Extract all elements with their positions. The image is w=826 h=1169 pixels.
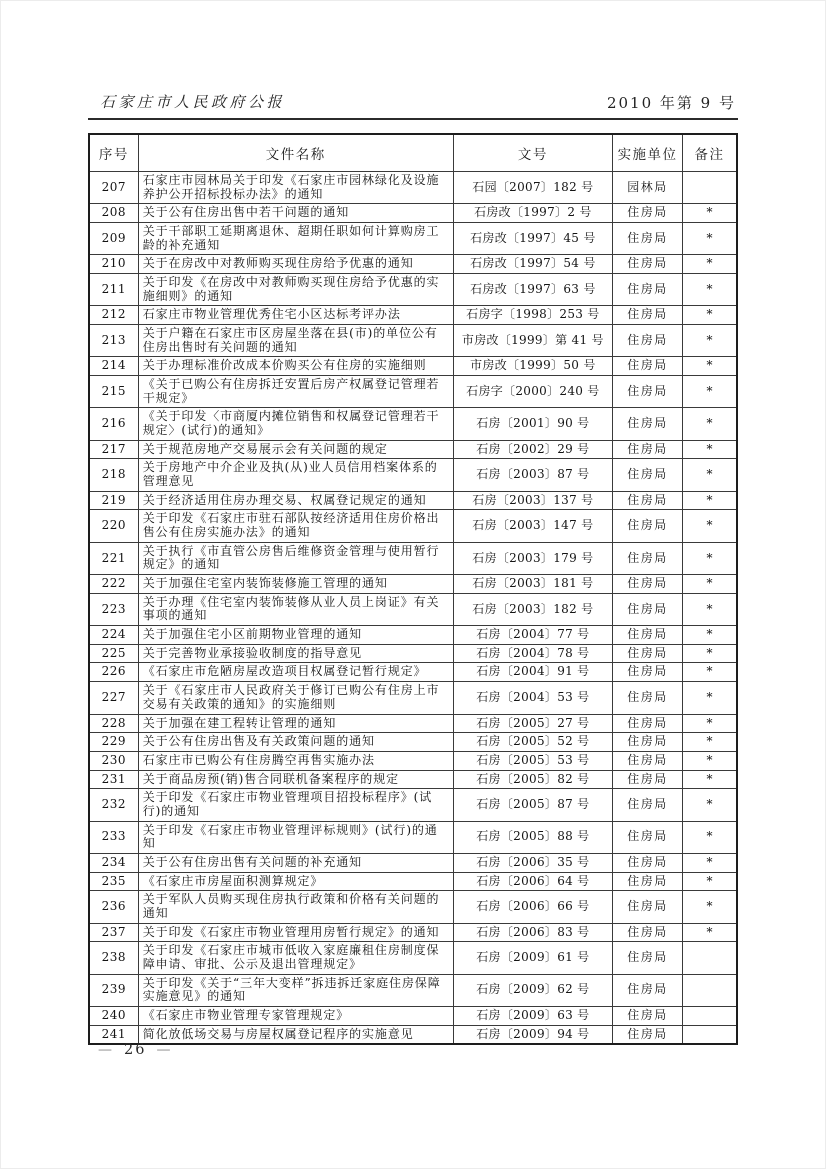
document-title-cell: 《关于印发〈市商厦内摊位销售和权属登记管理若干规定〉(试行)的通知》 (138, 408, 453, 440)
remark-cell: * (683, 440, 737, 459)
remark-cell: * (683, 459, 737, 491)
row-number-cell: 211 (89, 274, 138, 306)
table-row (89, 440, 737, 459)
document-number-cell: 石房〔2003〕179 号 (453, 542, 612, 574)
footer-dash-right: — (156, 1042, 173, 1058)
table-row (89, 459, 737, 491)
document-number-cell: 石房〔2009〕63 号 (453, 1006, 612, 1025)
table-row (89, 325, 737, 357)
document-number-cell: 石房〔2004〕78 号 (453, 644, 612, 663)
remark-cell: * (683, 714, 737, 733)
document-number-cell: 石房〔2006〕66 号 (453, 891, 612, 923)
implementing-unit-cell: 住房局 (613, 770, 683, 789)
table-row (89, 575, 737, 594)
page-number: 26 (124, 1042, 147, 1058)
document-title-cell: 关于户籍在石家庄市区房屋坐落在县(市)的单位公有住房出售时有关问题的通知 (138, 325, 453, 357)
row-number-cell: 215 (89, 376, 138, 408)
document-number-cell: 石房〔2005〕53 号 (453, 751, 612, 770)
implementing-unit-cell: 住房局 (613, 408, 683, 440)
document-title-cell: 关于印发《石家庄市城市低收入家庭廉租住房制度保障申请、审批、公示及退出管理规定》 (138, 942, 453, 974)
document-title-cell: 《石家庄市房屋面积测算规定》 (138, 872, 453, 891)
implementing-unit-cell: 住房局 (613, 974, 683, 1006)
document-title-cell: 《石家庄市物业管理专家管理规定》 (138, 1006, 453, 1025)
table-row (89, 357, 737, 376)
implementing-unit-cell: 住房局 (613, 306, 683, 325)
table-row (89, 974, 737, 1006)
document-title-cell: 关于干部职工延期离退休、超期任职如何计算购房工龄的补充通知 (138, 223, 453, 255)
table-row (89, 682, 737, 714)
document-number-cell: 市房改〔1999〕第 41 号 (453, 325, 612, 357)
table-row (89, 255, 737, 274)
implementing-unit-cell: 住房局 (613, 626, 683, 645)
remark-cell: * (683, 593, 737, 625)
document-title-cell: 关于在房改中对教师购买现住房给予优惠的通知 (138, 255, 453, 274)
column-header-unit: 实施单位 (613, 134, 683, 172)
documents-table-container (88, 133, 738, 1045)
remark-cell (683, 1006, 737, 1025)
page-footer (98, 1042, 172, 1058)
document-title-cell: 关于加强在建工程转让管理的通知 (138, 714, 453, 733)
document-number-cell: 石房〔2006〕64 号 (453, 872, 612, 891)
table-row (89, 714, 737, 733)
header-rule (88, 118, 738, 120)
table-row (89, 751, 737, 770)
remark-cell: * (683, 575, 737, 594)
remark-cell: * (683, 204, 737, 223)
implementing-unit-cell: 园林局 (613, 172, 683, 204)
column-header-title: 文件名称 (138, 134, 453, 172)
row-number-cell: 228 (89, 714, 138, 733)
table-row (89, 376, 737, 408)
row-number-cell: 240 (89, 1006, 138, 1025)
document-number-cell: 石房〔2006〕35 号 (453, 853, 612, 872)
row-number-cell: 221 (89, 542, 138, 574)
document-number-cell: 石房〔2005〕27 号 (453, 714, 612, 733)
row-number-cell: 223 (89, 593, 138, 625)
remark-cell: * (683, 682, 737, 714)
documents-table (88, 133, 738, 1045)
document-number-cell: 石房〔2009〕62 号 (453, 974, 612, 1006)
remark-cell: * (683, 733, 737, 752)
document-title-cell: 关于经济适用住房办理交易、权属登记规定的通知 (138, 491, 453, 510)
remark-cell: * (683, 872, 737, 891)
column-header-remark: 备注 (683, 134, 737, 172)
remark-cell: * (683, 408, 737, 440)
document-number-cell: 石房〔2005〕88 号 (453, 821, 612, 853)
table-row (89, 626, 737, 645)
table-row (89, 491, 737, 510)
remark-cell: * (683, 789, 737, 821)
row-number-cell: 237 (89, 923, 138, 942)
table-row (89, 1025, 737, 1044)
document-title-cell: 《石家庄市危陋房屋改造项目权属登记暂行规定》 (138, 663, 453, 682)
remark-cell (683, 942, 737, 974)
remark-cell: * (683, 751, 737, 770)
documents-table-body (89, 172, 737, 1045)
row-number-cell: 233 (89, 821, 138, 853)
document-title-cell: 关于印发《石家庄市物业管理评标规则》(试行)的通知 (138, 821, 453, 853)
implementing-unit-cell: 住房局 (613, 853, 683, 872)
implementing-unit-cell: 住房局 (613, 204, 683, 223)
implementing-unit-cell: 住房局 (613, 1025, 683, 1044)
table-row (89, 733, 737, 752)
column-header-docno: 文号 (453, 134, 612, 172)
document-title-cell: 关于加强住宅小区前期物业管理的通知 (138, 626, 453, 645)
table-row (89, 172, 737, 204)
remark-cell: * (683, 891, 737, 923)
document-number-cell: 市房改〔1999〕50 号 (453, 357, 612, 376)
table-row (89, 644, 737, 663)
row-number-cell: 226 (89, 663, 138, 682)
document-title-cell: 关于公有住房出售有关问题的补充通知 (138, 853, 453, 872)
document-title-cell: 关于规范房地产交易展示会有关问题的规定 (138, 440, 453, 459)
document-title-cell: 《关于已购公有住房拆迁安置后房产权属登记管理若干规定》 (138, 376, 453, 408)
document-number-cell: 石房〔2005〕87 号 (453, 789, 612, 821)
column-header-number: 序号 (89, 134, 138, 172)
implementing-unit-cell: 住房局 (613, 663, 683, 682)
document-number-cell: 石房〔2003〕182 号 (453, 593, 612, 625)
table-header-row (89, 134, 737, 172)
document-number-cell: 石房〔2005〕52 号 (453, 733, 612, 752)
document-title-cell: 简化放低场交易与房屋权属登记程序的实施意见 (138, 1025, 453, 1044)
remark-cell: * (683, 510, 737, 542)
remark-cell: * (683, 853, 737, 872)
implementing-unit-cell: 住房局 (613, 325, 683, 357)
table-row (89, 408, 737, 440)
implementing-unit-cell: 住房局 (613, 942, 683, 974)
document-title-cell: 关于印发《石家庄市驻石部队按经济适用住房价格出售公有住房实施办法》的通知 (138, 510, 453, 542)
remark-cell: * (683, 770, 737, 789)
document-title-cell: 关于商品房预(销)售合同联机备案程序的规定 (138, 770, 453, 789)
table-row (89, 306, 737, 325)
gazette-title: 石家庄市人民政府公报 (100, 93, 286, 111)
document-number-cell: 石房〔2003〕147 号 (453, 510, 612, 542)
document-title-cell: 关于房地产中介企业及执(从)业人员信用档案体系的管理意见 (138, 459, 453, 491)
implementing-unit-cell: 住房局 (613, 510, 683, 542)
document-number-cell: 石房〔2002〕29 号 (453, 440, 612, 459)
implementing-unit-cell: 住房局 (613, 575, 683, 594)
table-row (89, 274, 737, 306)
row-number-cell: 238 (89, 942, 138, 974)
implementing-unit-cell: 住房局 (613, 923, 683, 942)
row-number-cell: 241 (89, 1025, 138, 1044)
document-title-cell: 关于军队人员购买现住房执行政策和价格有关问题的通知 (138, 891, 453, 923)
table-row (89, 663, 737, 682)
remark-cell: * (683, 223, 737, 255)
issue-number: 2010 年第 9 号 (606, 94, 736, 112)
table-row (89, 891, 737, 923)
document-title-cell: 关于公有住房出售及有关政策问题的通知 (138, 733, 453, 752)
table-row (89, 853, 737, 872)
implementing-unit-cell: 住房局 (613, 459, 683, 491)
document-number-cell: 石房〔2006〕83 号 (453, 923, 612, 942)
implementing-unit-cell: 住房局 (613, 440, 683, 459)
document-number-cell: 石房〔2009〕61 号 (453, 942, 612, 974)
remark-cell: * (683, 644, 737, 663)
implementing-unit-cell: 住房局 (613, 274, 683, 306)
document-title-cell: 石家庄市物业管理优秀住宅小区达标考评办法 (138, 306, 453, 325)
row-number-cell: 219 (89, 491, 138, 510)
document-title-cell: 石家庄市已购公有住房腾空再售实施办法 (138, 751, 453, 770)
row-number-cell: 220 (89, 510, 138, 542)
row-number-cell: 230 (89, 751, 138, 770)
implementing-unit-cell: 住房局 (613, 872, 683, 891)
row-number-cell: 236 (89, 891, 138, 923)
implementing-unit-cell: 住房局 (613, 682, 683, 714)
row-number-cell: 212 (89, 306, 138, 325)
implementing-unit-cell: 住房局 (613, 357, 683, 376)
document-number-cell: 石房〔2009〕94 号 (453, 1025, 612, 1044)
row-number-cell: 235 (89, 872, 138, 891)
row-number-cell: 216 (89, 408, 138, 440)
document-number-cell: 石房〔2003〕137 号 (453, 491, 612, 510)
document-title-cell: 关于印发《石家庄市物业管理用房暂行规定》的通知 (138, 923, 453, 942)
implementing-unit-cell: 住房局 (613, 542, 683, 574)
implementing-unit-cell: 住房局 (613, 789, 683, 821)
remark-cell: * (683, 491, 737, 510)
row-number-cell: 214 (89, 357, 138, 376)
document-title-cell: 关于《石家庄市人民政府关于修订已购公有住房上市交易有关政策的通知》的实施细则 (138, 682, 453, 714)
document-number-cell: 石房改〔1997〕2 号 (453, 204, 612, 223)
implementing-unit-cell: 住房局 (613, 821, 683, 853)
row-number-cell: 232 (89, 789, 138, 821)
table-row (89, 223, 737, 255)
row-number-cell: 239 (89, 974, 138, 1006)
implementing-unit-cell: 住房局 (613, 733, 683, 752)
document-number-cell: 石园〔2007〕182 号 (453, 172, 612, 204)
row-number-cell: 229 (89, 733, 138, 752)
row-number-cell: 231 (89, 770, 138, 789)
document-number-cell: 石房〔2001〕90 号 (453, 408, 612, 440)
remark-cell: * (683, 274, 737, 306)
document-number-cell: 石房〔2004〕53 号 (453, 682, 612, 714)
document-number-cell: 石房改〔1997〕63 号 (453, 274, 612, 306)
row-number-cell: 207 (89, 172, 138, 204)
table-row (89, 942, 737, 974)
row-number-cell: 222 (89, 575, 138, 594)
remark-cell: * (683, 542, 737, 574)
row-number-cell: 234 (89, 853, 138, 872)
row-number-cell: 225 (89, 644, 138, 663)
remark-cell: * (683, 821, 737, 853)
remark-cell: * (683, 306, 737, 325)
document-title-cell: 关于办理标准价改成本价购买公有住房的实施细则 (138, 357, 453, 376)
row-number-cell: 208 (89, 204, 138, 223)
implementing-unit-cell: 住房局 (613, 223, 683, 255)
remark-cell (683, 172, 737, 204)
document-title-cell: 关于印发《在房改中对教师购买现住房给予优惠的实施细则》的通知 (138, 274, 453, 306)
implementing-unit-cell: 住房局 (613, 255, 683, 274)
table-row (89, 510, 737, 542)
table-row (89, 923, 737, 942)
row-number-cell: 218 (89, 459, 138, 491)
document-title-cell: 关于办理《住宅室内装饰装修从业人员上岗证》有关事项的通知 (138, 593, 453, 625)
document-number-cell: 石房字〔2000〕240 号 (453, 376, 612, 408)
implementing-unit-cell: 住房局 (613, 376, 683, 408)
table-row (89, 1006, 737, 1025)
remark-cell: * (683, 663, 737, 682)
row-number-cell: 210 (89, 255, 138, 274)
row-number-cell: 213 (89, 325, 138, 357)
implementing-unit-cell: 住房局 (613, 1006, 683, 1025)
document-number-cell: 石房〔2005〕82 号 (453, 770, 612, 789)
row-number-cell: 224 (89, 626, 138, 645)
document-number-cell: 石房〔2004〕77 号 (453, 626, 612, 645)
table-row (89, 542, 737, 574)
row-number-cell: 209 (89, 223, 138, 255)
remark-cell: * (683, 255, 737, 274)
document-number-cell: 石房改〔1997〕45 号 (453, 223, 612, 255)
document-number-cell: 石房〔2003〕87 号 (453, 459, 612, 491)
remark-cell: * (683, 376, 737, 408)
implementing-unit-cell: 住房局 (613, 644, 683, 663)
implementing-unit-cell: 住房局 (613, 751, 683, 770)
table-row (89, 770, 737, 789)
document-title-cell: 关于完善物业承接验收制度的指导意见 (138, 644, 453, 663)
table-row (89, 872, 737, 891)
table-row (89, 789, 737, 821)
document-number-cell: 石房〔2004〕91 号 (453, 663, 612, 682)
document-title-cell: 关于印发《石家庄市物业管理项目招投标程序》(试行)的通知 (138, 789, 453, 821)
document-title-cell: 石家庄市园林局关于印发《石家庄市园林绿化及设施养护公开招标投标办法》的通知 (138, 172, 453, 204)
table-row (89, 204, 737, 223)
table-row (89, 821, 737, 853)
implementing-unit-cell: 住房局 (613, 593, 683, 625)
document-number-cell: 石房〔2003〕181 号 (453, 575, 612, 594)
document-number-cell: 石房字〔1998〕253 号 (453, 306, 612, 325)
row-number-cell: 217 (89, 440, 138, 459)
document-title-cell: 关于公有住房出售中若干问题的通知 (138, 204, 453, 223)
implementing-unit-cell: 住房局 (613, 714, 683, 733)
remark-cell: * (683, 626, 737, 645)
row-number-cell: 227 (89, 682, 138, 714)
document-number-cell: 石房改〔1997〕54 号 (453, 255, 612, 274)
remark-cell: * (683, 923, 737, 942)
remark-cell: * (683, 357, 737, 376)
remark-cell (683, 1025, 737, 1044)
document-title-cell: 关于加强住宅室内装饰装修施工管理的通知 (138, 575, 453, 594)
implementing-unit-cell: 住房局 (613, 891, 683, 923)
footer-dash-left: — (98, 1042, 114, 1058)
document-title-cell: 关于印发《关于“三年大变样”拆违拆迁家庭住房保障实施意见》的通知 (138, 974, 453, 1006)
remark-cell: * (683, 325, 737, 357)
table-row (89, 593, 737, 625)
implementing-unit-cell: 住房局 (613, 491, 683, 510)
remark-cell (683, 974, 737, 1006)
document-title-cell: 关于执行《市直管公房售后维修资金管理与使用暂行规定》的通知 (138, 542, 453, 574)
